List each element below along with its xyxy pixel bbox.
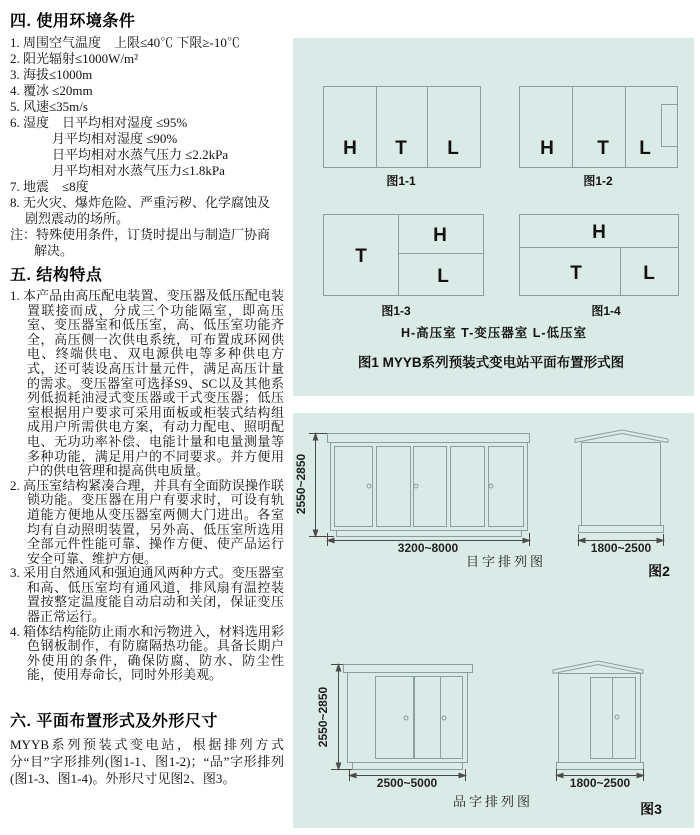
room-label-t: T — [597, 138, 609, 159]
cabinet-base — [579, 526, 664, 533]
room-label-t: T — [355, 246, 367, 267]
figure1-title: 图1 MYYB系列预装式变电站平面布置形式图 — [357, 355, 625, 370]
env-condition-line: 8. 无火灾、爆炸危险、严重污秽、化学腐蚀及 — [10, 195, 271, 210]
fig3-front-view — [344, 665, 473, 770]
room-label-l: L — [447, 138, 459, 159]
fig3-side-width-dimension: 1800~2500 — [569, 776, 631, 790]
dim-arrow — [336, 763, 340, 770]
room-label-h: H — [540, 138, 554, 159]
door-handle — [414, 484, 418, 488]
dim-arrow — [657, 538, 664, 542]
roof-slab — [328, 434, 530, 443]
door-panel — [489, 447, 524, 527]
dim-arrow — [459, 773, 466, 777]
section6-heading: 六. 平面布置形式及外形尺寸 — [10, 713, 218, 730]
env-condition-line: 4. 覆冰 ≤20mm — [10, 83, 93, 98]
section4-heading: 四. 使用环境条件 — [10, 13, 136, 30]
env-condition-line: 1. 周围空气温度 上限≤40℃ 下限≥-10℃ — [10, 35, 240, 50]
roof-slab — [344, 665, 473, 673]
fig2-front-dimensions — [309, 434, 530, 547]
figure1-panel — [293, 38, 694, 396]
figure1-svg — [293, 38, 694, 396]
section5-heading: 五. 结构特点 — [10, 267, 103, 284]
room-label-h: H — [343, 138, 357, 159]
env-condition-line: 月平均相对水蒸气压力≤1.8kPa — [52, 163, 225, 178]
fig2-side-width-dimension: 1800~2500 — [590, 541, 652, 555]
dim-arrow — [579, 538, 586, 542]
cabinet-body — [331, 443, 528, 531]
fig3-front-dimensions — [331, 665, 466, 782]
figure1-legend: H-高压室 T-变压器室 L-低压室 — [400, 326, 588, 340]
text-column — [10, 8, 286, 828]
env-condition-line: 5. 风速≤35m/s — [10, 99, 88, 114]
section5-paragraph: 2. 高压室结构紧凑合理，并具有全面防误操作联锁功能。变压器在用户有要求时，可设有轨道能方便地从变压器室两侧大门进出。各室均有自动照明装置，另外高、低压室所选用全部元件性能可靠、操作方便、使产品运行安全可靠、维护方便。 — [10, 477, 284, 566]
door-panel — [414, 447, 447, 527]
fig1-3-outline — [324, 215, 484, 296]
fig2-side-view — [575, 430, 668, 533]
fig3-height-dimension: 2550~2850 — [316, 686, 330, 748]
door-panel — [451, 447, 485, 527]
door-panel — [377, 447, 411, 527]
env-condition-line: 月平均相对湿度 ≤90% — [52, 131, 178, 146]
fig2-width-dimension: 3200~8000 — [397, 541, 459, 555]
fig3-side-view — [553, 661, 644, 770]
fig2-front-view — [328, 434, 530, 537]
section4-list — [10, 35, 284, 259]
section5-body — [10, 289, 284, 683]
room-label-l: L — [643, 263, 655, 284]
dim-arrow — [557, 773, 564, 777]
fig1-3-caption: 图1-3 — [381, 304, 411, 318]
figure23-svg — [293, 413, 694, 828]
door-handle — [615, 715, 619, 719]
env-condition-line: 剧烈震动的场所。 — [25, 211, 130, 226]
door-handle — [404, 716, 408, 720]
env-condition-line: 7. 地震 ≤8度 — [10, 179, 89, 194]
cabinet-body — [582, 443, 661, 526]
cabinet-base — [337, 531, 522, 537]
cabinet-base — [557, 763, 644, 770]
cabinet-base — [353, 763, 463, 770]
env-condition-line: 日平均相对水蒸气压力 ≤2.2kPa — [52, 147, 229, 162]
room-label-h: H — [433, 225, 447, 246]
dim-arrow — [336, 665, 340, 672]
fig2-label: 图2 — [648, 563, 670, 579]
fig2-caption: 目字排列图 — [465, 554, 547, 569]
cabinet-body — [559, 674, 641, 763]
door-handle — [442, 716, 446, 720]
dim-arrow — [313, 530, 317, 537]
section6-body: MYYB系列预装式变电站，根据排列方式分“目”字形排列(图1-1、图1-2)；“品”字形排列(图1-3、图1-4)。外形尺寸见图2、图3。 — [10, 737, 284, 786]
dim-arrow — [523, 538, 530, 542]
door-handle — [367, 484, 371, 488]
fig2-height-dimension: 2550~2850 — [294, 453, 308, 515]
door-handle — [489, 484, 493, 488]
env-condition-line: 解决。 — [34, 243, 74, 258]
fig3-width-dimension: 2500~5000 — [376, 776, 438, 790]
fig1-3-diagram — [324, 215, 484, 296]
room-label-l: L — [437, 266, 449, 287]
fig1-4-caption: 图1-4 — [591, 304, 621, 318]
room-label-l: L — [639, 138, 651, 159]
pitched-roof — [575, 430, 668, 443]
env-condition-line: 6. 湿度 日平均相对湿度 ≤95% — [10, 115, 188, 130]
section5-paragraph: 1. 本产品由高压配电装置、变压器及低压配电装置联接而成，分成三个功能隔室，即高压室、变压器室和低压室，高、低压室功能齐全，高压侧一次供电系统，可布置成环网供电、终端供电、双电源供电等多种供电方式，还可装设高压计量元件，满足高压计量的需求。变压器室可选择S9、SC以及其他系列低损耗油浸式变压器或干式变压器；低压室根据用户要求可采用面板或柜装式结构组成用户所需供电方案，有动力配电、照明配电、无功功率补偿、电能计量和电量测量等多种功能，满足用户的不同要求。并方便用户的供电管理和提高供电质量。 — [10, 288, 284, 479]
section5-paragraph: 3. 采用自然通风和强迫通风两种方式。变压器室和高、低压室均有通风道，排风扇有温控装置按整定温度能自动启动和关闭，保证变压器正常运行。 — [10, 565, 284, 625]
env-condition-line: 2. 阳光辐射≤1000W/m² — [10, 51, 139, 66]
section5-paragraph: 4. 箱体结构能防止雨水和污物进入，材料选用彩色钢板制作，有防腐隔热功能。具备长期户外使用的条件，确保防腐、防水、防尘性能，使用寿命长，同时外形美观。 — [10, 623, 284, 683]
room-label-t: T — [570, 263, 582, 284]
dim-arrow — [313, 434, 317, 441]
dim-arrow — [328, 538, 335, 542]
fig1-2-caption: 图1-2 — [583, 174, 613, 188]
room-label-t: T — [395, 138, 407, 159]
pitched-roof — [553, 661, 643, 674]
fig1-1-caption: 图1-1 — [386, 174, 416, 188]
env-condition-line: 注：特殊使用条件，订货时提出与制造厂协商 — [10, 227, 271, 242]
room-label-h: H — [592, 222, 606, 243]
dim-arrow — [637, 773, 644, 777]
dim-arrow — [350, 773, 357, 777]
env-condition-line: 3. 海拔≤1000m — [10, 67, 93, 82]
door-panel — [415, 677, 463, 759]
fig3-label: 图3 — [640, 801, 662, 817]
figure23-panel — [293, 413, 694, 828]
fig3-caption: 品字排列图 — [452, 794, 534, 809]
fig1-2-inner-box — [662, 105, 678, 147]
